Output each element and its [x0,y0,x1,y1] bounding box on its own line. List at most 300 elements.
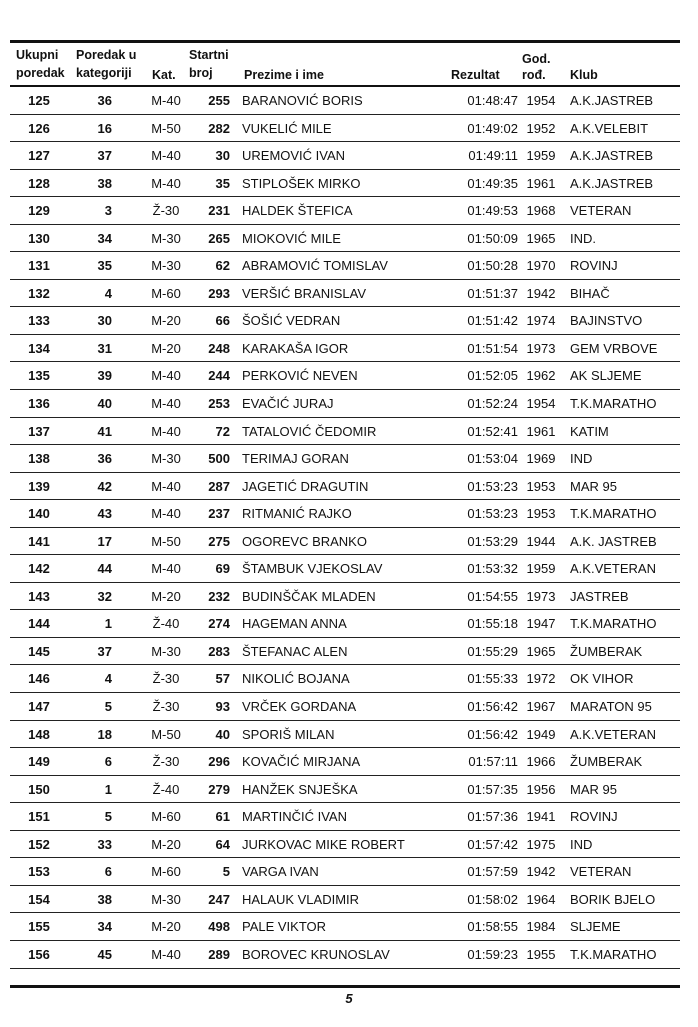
cell-startni-broj: 35 [215,175,230,191]
cell-poredak-kategorija: 42 [97,478,112,494]
cell-kategorija: M-60 [151,864,181,880]
cell-rezultat: 01:57:42 [467,836,518,852]
cell-ukupni-poredak: 137 [28,423,50,439]
cell-poredak-kategorija: 36 [97,451,112,467]
cell-klub: T.K.MARATHO [570,506,657,522]
cell-poredak-kategorija: 6 [104,864,112,880]
cell-rezultat: 01:55:18 [467,616,518,632]
cell-startni-broj: 72 [215,423,230,439]
cell-rezultat: 01:53:32 [467,561,518,577]
table-row [10,665,680,693]
cell-rezultat: 01:49:53 [467,203,518,219]
cell-rezultat: 01:52:05 [467,368,518,384]
cell-ukupni-poredak: 135 [28,368,50,384]
top-rule [10,40,680,43]
table-row [10,941,680,969]
cell-startni-broj: 287 [208,478,230,494]
cell-prezime-ime: OGOREVC BRANKO [242,533,367,549]
cell-prezime-ime: JAGETIĆ DRAGUTIN [242,478,369,494]
cell-startni-broj: 247 [208,891,230,907]
cell-prezime-ime: KARAKAŠA IGOR [242,340,349,356]
cell-godina-rodenja: 1953 [526,478,556,494]
cell-prezime-ime: ŠTAMBUK VJEKOSLAV [242,561,383,577]
table-row [10,886,680,914]
cell-rezultat: 01:55:29 [467,643,518,659]
cell-godina-rodenja: 1964 [526,891,556,907]
cell-startni-broj: 244 [208,368,230,384]
cell-startni-broj: 66 [215,313,230,329]
cell-rezultat: 01:53:23 [467,506,518,522]
cell-prezime-ime: BOROVEC KRUNOSLAV [242,946,390,962]
cell-ukupni-poredak: 141 [28,533,50,549]
cell-prezime-ime: TERIMAJ GORAN [242,451,349,467]
cell-startni-broj: 62 [215,258,230,274]
header-ukupni-line1: Ukupni [16,48,59,62]
cell-ukupni-poredak: 145 [28,643,50,659]
table-row [10,693,680,721]
cell-godina-rodenja: 1942 [526,285,556,301]
cell-rezultat: 01:50:28 [467,258,518,274]
cell-klub: T.K.MARATHO [570,616,657,632]
table-row [10,528,680,556]
cell-kategorija: M-20 [151,836,181,852]
cell-startni-broj: 265 [208,230,230,246]
table-row [10,831,680,859]
cell-kategorija: M-30 [151,643,181,659]
cell-poredak-kategorija: 38 [97,175,112,191]
cell-poredak-kategorija: 30 [97,313,112,329]
results-table-body [10,87,680,969]
cell-ukupni-poredak: 142 [28,561,50,577]
header-rezultat: Rezultat [451,68,500,82]
table-row [10,335,680,363]
cell-rezultat: 01:51:54 [467,340,518,356]
table-row [10,555,680,583]
cell-rezultat: 01:49:11 [468,148,518,164]
cell-prezime-ime: MARTINČIĆ IVAN [242,809,347,825]
cell-klub: IND. [570,230,596,246]
cell-klub: JASTREB [570,588,629,604]
table-row [10,225,680,253]
cell-rezultat: 01:57:59 [467,864,518,880]
cell-ukupni-poredak: 138 [28,451,50,467]
cell-klub: T.K.MARATHO [570,946,657,962]
cell-poredak-kategorija: 35 [97,258,112,274]
cell-poredak-kategorija: 16 [97,120,112,136]
cell-kategorija: Ž-30 [152,754,180,770]
cell-klub: A.K.VELEBIT [570,120,649,136]
cell-kategorija: M-40 [151,93,181,108]
table-row [10,197,680,225]
cell-klub: T.K.MARATHO [570,396,657,412]
table-row [10,142,680,170]
cell-klub: ŽUMBERAK [570,754,643,770]
cell-prezime-ime: BARANOVIĆ BORIS [242,93,363,108]
table-row [10,473,680,501]
cell-godina-rodenja: 1955 [526,946,556,962]
cell-godina-rodenja: 1959 [526,561,556,577]
cell-ukupni-poredak: 132 [28,285,50,301]
cell-poredak-kategorija: 41 [97,423,112,439]
cell-kategorija: M-40 [151,423,181,439]
cell-poredak-kategorija: 1 [104,781,112,797]
cell-prezime-ime: KOVAČIĆ MIRJANA [242,754,361,770]
cell-startni-broj: 5 [222,864,230,880]
cell-godina-rodenja: 1953 [526,506,556,522]
cell-poredak-kategorija: 43 [97,506,112,522]
cell-startni-broj: 275 [208,533,230,549]
cell-godina-rodenja: 1956 [526,781,556,797]
cell-kategorija: M-50 [151,533,181,549]
cell-poredak-kategorija: 40 [97,396,112,412]
cell-poredak-kategorija: 5 [104,809,112,825]
cell-prezime-ime: SPORIŠ MILAN [242,726,335,742]
cell-ukupni-poredak: 152 [28,836,50,852]
cell-godina-rodenja: 1947 [526,616,556,632]
cell-godina-rodenja: 1973 [526,340,556,356]
cell-startni-broj: 282 [208,120,230,136]
cell-rezultat: 01:58:55 [467,919,518,935]
cell-klub: A.K.JASTREB [570,148,654,164]
cell-ukupni-poredak: 140 [28,506,50,522]
cell-rezultat: 01:50:09 [467,230,518,246]
table-row [10,776,680,804]
cell-prezime-ime: TATALOVIĆ ČEDOMIR [242,423,377,439]
cell-klub: MAR 95 [570,781,617,797]
cell-startni-broj: 248 [208,340,230,356]
cell-startni-broj: 93 [215,699,230,715]
cell-rezultat: 01:53:23 [467,478,518,494]
table-row [10,610,680,638]
cell-klub: IND [570,451,593,467]
cell-poredak-kategorija: 4 [104,285,112,301]
cell-kategorija: M-20 [151,313,181,329]
cell-rezultat: 01:49:02 [467,120,518,136]
cell-klub: A.K. JASTREB [570,533,657,549]
cell-poredak-kategorija: 4 [104,671,112,687]
cell-prezime-ime: ABRAMOVIĆ TOMISLAV [242,258,388,274]
cell-prezime-ime: HANŽEK SNJEŠKA [242,781,358,797]
cell-ukupni-poredak: 127 [28,148,50,164]
cell-kategorija: M-50 [151,120,181,136]
cell-poredak-kategorija: 33 [97,836,112,852]
header-ime: Prezime i ime [244,68,324,82]
cell-godina-rodenja: 1974 [526,313,556,329]
cell-startni-broj: 293 [208,285,230,301]
cell-poredak-kategorija: 18 [97,726,112,742]
cell-ukupni-poredak: 154 [28,891,50,907]
cell-poredak-kategorija: 39 [97,368,112,384]
table-row [10,362,680,390]
cell-godina-rodenja: 1968 [526,203,556,219]
cell-godina-rodenja: 1952 [526,120,556,136]
cell-prezime-ime: STIPLOŠEK MIRKO [242,175,361,191]
header-startni-line2: broj [189,66,213,80]
cell-prezime-ime: MIOKOVIĆ MILE [242,230,341,246]
cell-startni-broj: 61 [215,809,230,825]
cell-kategorija: M-60 [151,809,181,825]
cell-poredak-kategorija: 37 [97,148,112,164]
cell-kategorija: M-20 [151,919,181,935]
table-row [10,418,680,446]
cell-rezultat: 01:53:04 [467,451,518,467]
cell-klub: VETERAN [570,203,632,219]
header-klub: Klub [570,68,598,82]
cell-prezime-ime: VERŠIĆ BRANISLAV [242,285,367,301]
cell-ukupni-poredak: 136 [28,396,50,412]
cell-klub: A.K.VETERAN [570,726,656,742]
cell-kategorija: Ž-40 [152,781,180,797]
cell-ukupni-poredak: 144 [28,616,50,632]
cell-kategorija: M-40 [151,561,181,577]
cell-godina-rodenja: 1967 [526,699,556,715]
cell-klub: AK SLJEME [570,368,642,384]
cell-ukupni-poredak: 151 [28,809,50,825]
cell-ukupni-poredak: 149 [28,754,50,770]
cell-klub: KATIM [570,423,609,439]
cell-rezultat: 01:53:29 [467,533,518,549]
cell-rezultat: 01:54:55 [467,588,518,604]
cell-rezultat: 01:57:11 [468,754,518,770]
cell-poredak-kategorija: 5 [104,699,112,715]
table-row [10,280,680,308]
cell-kategorija: M-20 [151,340,181,356]
table-row [10,170,680,198]
cell-kategorija: M-30 [151,230,181,246]
header-poredak-line2: kategoriji [76,66,132,80]
cell-klub: A.K.VETERAN [570,561,656,577]
cell-ukupni-poredak: 148 [28,726,50,742]
cell-prezime-ime: BUDINŠČAK MLADEN [242,588,376,604]
cell-ukupni-poredak: 126 [28,120,50,136]
cell-prezime-ime: HALAUK VLADIMIR [242,891,360,907]
cell-kategorija: M-40 [151,148,181,164]
cell-ukupni-poredak: 133 [28,313,50,329]
cell-ukupni-poredak: 146 [28,671,50,687]
cell-kategorija: Ž-40 [152,616,180,632]
cell-startni-broj: 30 [215,148,230,164]
cell-rezultat: 01:48:47 [467,93,518,108]
cell-klub: VETERAN [570,864,632,880]
cell-poredak-kategorija: 6 [104,754,112,770]
cell-klub: BORIK BJELO [570,891,656,907]
cell-godina-rodenja: 1954 [526,93,556,108]
header-startni-line1: Startni [189,48,229,62]
cell-klub: A.K.JASTREB [570,93,654,108]
header-poredak-line1: Poredak u [76,48,137,62]
cell-startni-broj: 231 [208,203,230,219]
table-row [10,445,680,473]
cell-klub: BAJINSTVO [570,313,643,329]
cell-prezime-ime: HALDEK ŠTEFICA [242,203,353,219]
cell-rezultat: 01:56:42 [467,699,518,715]
cell-prezime-ime: PERKOVIĆ NEVEN [242,368,358,384]
cell-godina-rodenja: 1984 [526,919,556,935]
cell-rezultat: 01:55:33 [467,671,518,687]
cell-prezime-ime: PALE VIKTOR [242,919,327,935]
cell-startni-broj: 289 [208,946,230,962]
cell-klub: BIHAČ [570,285,610,301]
cell-ukupni-poredak: 153 [28,864,50,880]
cell-klub: IND [570,836,593,852]
header-god-line1: God. [522,52,551,66]
cell-poredak-kategorija: 1 [104,616,112,632]
cell-godina-rodenja: 1962 [526,368,556,384]
cell-klub: ROVINJ [570,258,618,274]
table-row [10,638,680,666]
table-row [10,87,680,115]
cell-kategorija: M-40 [151,396,181,412]
cell-godina-rodenja: 1954 [526,396,556,412]
cell-klub: GEM VRBOVE [570,340,658,356]
table-row [10,500,680,528]
cell-startni-broj: 69 [215,561,230,577]
cell-godina-rodenja: 1975 [526,836,556,852]
cell-kategorija: M-40 [151,946,181,962]
cell-poredak-kategorija: 44 [97,561,112,577]
cell-godina-rodenja: 1965 [526,643,556,659]
cell-startni-broj: 57 [215,671,230,687]
cell-kategorija: M-40 [151,506,181,522]
cell-godina-rodenja: 1959 [526,148,556,164]
cell-prezime-ime: EVAČIĆ JURAJ [242,396,334,412]
cell-godina-rodenja: 1970 [526,258,556,274]
cell-startni-broj: 40 [215,726,230,742]
cell-ukupni-poredak: 147 [28,699,50,715]
cell-prezime-ime: RITMANIĆ RAJKO [242,506,352,522]
cell-godina-rodenja: 1961 [526,175,556,191]
table-row [10,583,680,611]
cell-poredak-kategorija: 34 [97,230,112,246]
cell-prezime-ime: HAGEMAN ANNA [242,616,347,632]
cell-godina-rodenja: 1965 [526,230,556,246]
table-row [10,307,680,335]
cell-kategorija: M-30 [151,891,181,907]
cell-rezultat: 01:51:37 [467,285,518,301]
bottom-rule [10,985,680,988]
cell-rezultat: 01:52:24 [467,396,518,412]
cell-klub: MAR 95 [570,478,617,494]
cell-ukupni-poredak: 156 [28,946,50,962]
table-row [10,913,680,941]
cell-prezime-ime: UREMOVIĆ IVAN [242,148,346,164]
cell-godina-rodenja: 1961 [526,423,556,439]
cell-kategorija: Ž-30 [152,203,180,219]
cell-rezultat: 01:57:36 [467,809,518,825]
cell-startni-broj: 237 [208,506,230,522]
cell-startni-broj: 255 [208,93,230,108]
cell-kategorija: M-30 [151,451,181,467]
cell-kategorija: M-30 [151,258,181,274]
cell-startni-broj: 253 [208,396,230,412]
cell-kategorija: Ž-30 [152,671,180,687]
cell-ukupni-poredak: 139 [28,478,50,494]
cell-godina-rodenja: 1973 [526,588,556,604]
cell-klub: ŽUMBERAK [570,643,643,659]
cell-poredak-kategorija: 32 [97,588,112,604]
cell-prezime-ime: ŠTEFANAC ALEN [242,643,348,659]
cell-godina-rodenja: 1941 [526,809,556,825]
table-header [10,44,680,86]
cell-startni-broj: 498 [208,919,230,935]
cell-ukupni-poredak: 155 [28,919,50,935]
cell-ukupni-poredak: 128 [28,175,50,191]
cell-startni-broj: 283 [208,643,230,659]
cell-ukupni-poredak: 129 [28,203,50,219]
cell-poredak-kategorija: 34 [97,919,112,935]
cell-kategorija: M-60 [151,285,181,301]
cell-poredak-kategorija: 31 [97,340,112,356]
table-row [10,390,680,418]
cell-godina-rodenja: 1944 [526,533,556,549]
cell-poredak-kategorija: 38 [97,891,112,907]
cell-ukupni-poredak: 150 [28,781,50,797]
cell-startni-broj: 232 [208,588,230,604]
table-row [10,858,680,886]
cell-rezultat: 01:59:23 [467,946,518,962]
cell-kategorija: M-20 [151,588,181,604]
header-ukupni-line2: poredak [16,66,65,80]
cell-startni-broj: 64 [215,836,230,852]
cell-poredak-kategorija: 17 [97,533,112,549]
cell-klub: A.K.JASTREB [570,175,654,191]
cell-kategorija: M-40 [151,175,181,191]
cell-startni-broj: 296 [208,754,230,770]
cell-godina-rodenja: 1969 [526,451,556,467]
cell-godina-rodenja: 1942 [526,864,556,880]
cell-poredak-kategorija: 3 [104,203,112,219]
cell-ukupni-poredak: 143 [28,588,50,604]
cell-prezime-ime: NIKOLIĆ BOJANA [242,671,350,687]
cell-prezime-ime: VUKELIĆ MILE [242,120,332,136]
table-row [10,721,680,749]
table-row [10,115,680,143]
page-number: 5 [345,991,353,1006]
cell-kategorija: Ž-30 [152,699,180,715]
cell-rezultat: 01:52:41 [467,423,518,439]
cell-rezultat: 01:57:35 [467,781,518,797]
cell-ukupni-poredak: 125 [28,93,50,108]
cell-ukupni-poredak: 131 [28,258,50,274]
cell-prezime-ime: VRČEK GORDANA [242,699,357,715]
header-kat: Kat. [152,68,176,82]
cell-godina-rodenja: 1966 [526,754,556,770]
cell-poredak-kategorija: 36 [97,93,112,108]
cell-ukupni-poredak: 130 [28,230,50,246]
cell-klub: ROVINJ [570,809,618,825]
cell-kategorija: M-40 [151,368,181,384]
cell-klub: SLJEME [570,919,621,935]
cell-kategorija: M-50 [151,726,181,742]
cell-poredak-kategorija: 37 [97,643,112,659]
table-row [10,252,680,280]
cell-klub: MARATON 95 [570,699,652,715]
cell-rezultat: 01:51:42 [467,313,518,329]
cell-rezultat: 01:58:02 [467,891,518,907]
cell-godina-rodenja: 1949 [526,726,556,742]
cell-startni-broj: 500 [208,451,230,467]
cell-rezultat: 01:56:42 [467,726,518,742]
cell-prezime-ime: JURKOVAC MIKE ROBERT [242,836,405,852]
cell-rezultat: 01:49:35 [467,175,518,191]
cell-prezime-ime: VARGA IVAN [242,864,319,880]
table-row [10,748,680,776]
cell-klub: OK VIHOR [570,671,634,687]
cell-godina-rodenja: 1972 [526,671,556,687]
cell-poredak-kategorija: 45 [97,946,112,962]
cell-ukupni-poredak: 134 [28,340,50,356]
cell-prezime-ime: ŠOŠIĆ VEDRAN [242,313,341,329]
